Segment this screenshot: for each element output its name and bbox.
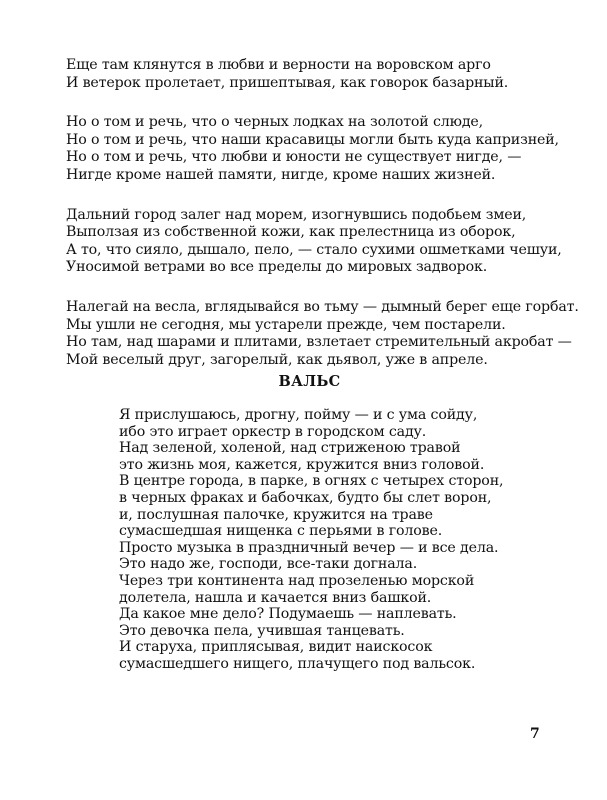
page-number: 7 (530, 726, 540, 742)
poem-line: Мы ушли не сегодня, мы устарели прежде, чем постарели. (66, 316, 506, 333)
poem-line: Но там, над шарами и плитами, взлетает стремительный акробат — (66, 334, 572, 351)
poem-top (66, 57, 586, 391)
poem-line: Это девочка пела, учившая танцевать. (119, 622, 405, 639)
poem-line: И ветерок пролетает, пришептывая, как говорок базарный. (66, 74, 509, 91)
poem-line: Уносимой ветрами во все пределы до мировых задворок. (66, 259, 488, 276)
poem-line: Но о том и речь, что о черных лодках на золотой слюде, (66, 114, 484, 131)
poem-waltz (119, 407, 559, 673)
poem-line: Через три континента над прозеленью морской (119, 572, 475, 589)
poem-line: в черных фраках и бабочках, будто бы слет ворон, (119, 489, 492, 506)
poem-line: и, послушная палочке, кружится на траве (119, 506, 433, 523)
poem-line: Налегай на весла, вглядывайся во тьму — дымный берег еще горбат. (66, 298, 579, 315)
poem-line: ибо это играет оркестр в городском саду. (119, 423, 427, 440)
poem-line: Дальний город залег над морем, изогнувшись подобьем змеи, (66, 206, 527, 223)
poem-line: Над зеленой, холеной, над стриженою травой (119, 440, 461, 457)
poem-title (0, 373, 607, 390)
poem-line: Я прислушаюсь, дрогну, пойму — и с ума сойду, (119, 407, 478, 423)
poem-line: долетела, нашла и качается вниз башкой. (119, 589, 432, 606)
poem-line: Нигде кроме нашей памяти, нигде, кроме наших жизней. (66, 166, 496, 183)
poem-line: сумасшедшего нищего, плачущего под вальсок. (119, 655, 476, 672)
poem-line: Это надо же, господи, все-таки догнала. (119, 556, 418, 573)
poem-line: это жизнь моя, кажется, кружится вниз головой. (119, 456, 485, 473)
poem-line: В центре города, в парке, в огнях с четырех сторон, (119, 473, 504, 490)
poem-line: Просто музыка в праздничный вечер — и все дела. (119, 539, 499, 556)
stanza-1 (66, 57, 586, 92)
poem-title-text: ВАЛЬС (278, 373, 341, 390)
poem-line: Но о том и речь, что любви и юности не существует нигде, — (66, 149, 522, 166)
poem-line: И старуха, приплясывая, видит наискосок (119, 639, 433, 656)
poem-line: Еще там клянутся в любви и верности на воровском арго (66, 57, 491, 73)
poem-line: А то, что сияло, дышало, пело, — стало сухими ошметками чешуи, (66, 241, 562, 258)
poem-line: Да какое мне дело? Подумаешь — наплевать. (119, 606, 457, 623)
poem-line: Выползая из собственной кожи, как прелестница из оборок, (66, 224, 516, 241)
poem-line: Мой веселый друг, загорелый, как дьявол, уже в апреле. (66, 351, 488, 368)
poem-line: сумасшедшая нищенка с перьями в голове. (119, 523, 443, 540)
poem-line: Но о том и речь, что наши красавицы могли быть куда капризней, (66, 131, 559, 148)
stanza-2 (66, 114, 586, 184)
stanza-4 (66, 299, 586, 369)
stanza-3 (66, 207, 586, 277)
